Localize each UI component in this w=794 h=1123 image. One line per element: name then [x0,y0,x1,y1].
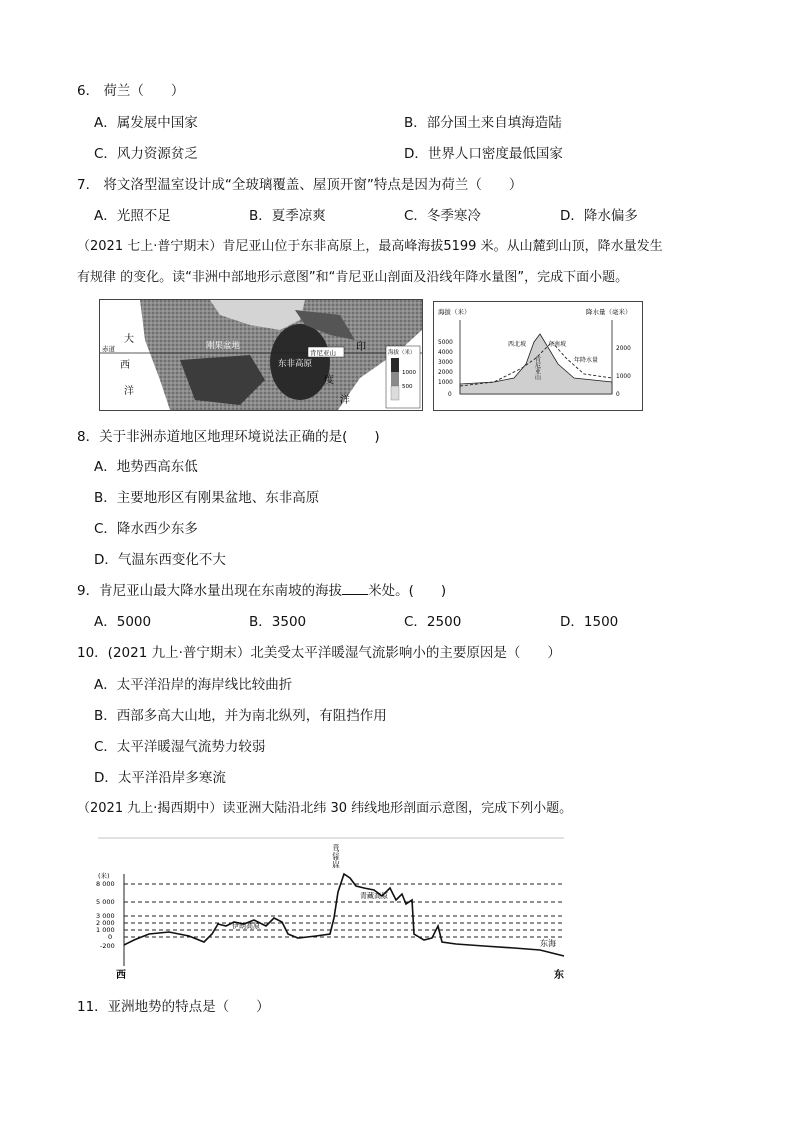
q9-stem-pre: 9．肯尼亚山最大降水量出现在东南坡的海拔 [77,583,343,599]
nw-slope-label: 西北坡 [508,341,527,348]
kenya-mountain-label: 肯尼亚山 [310,349,336,357]
se-slope-label: 东南坡 [548,341,567,348]
east-label: 东 [554,970,564,981]
q7-stem: 7． 将文洛型温室设计成“全玻璃覆盖、屋顶开窗”特点是因为荷兰（ ） [77,177,523,193]
q6-option-a: A．属发展中国家 [94,115,198,131]
rainfall-label: 年降水量 [574,357,599,364]
right-ticks [616,346,631,398]
atlantic-char-3: 洋 [124,386,134,397]
left-axis-title: 海拔（米） [438,308,471,316]
indian-char-1: 印 [356,342,366,353]
tick-5000: 5 000 [96,898,115,906]
legend-500: 500 [402,384,413,390]
q10-option-a: A．太平洋沿岸的海岸线比较曲折 [94,677,293,693]
left-tick-5000: 5000 [438,340,453,346]
q8-option-a: A．地势西高东低 [94,459,198,475]
kenya-profile-chart [433,301,643,411]
asia-profile-figure [94,830,580,986]
q6-option-d: D．世界人口密度最低国家 [404,146,563,162]
left-tick-4000: 4000 [438,350,453,356]
q10-option-c: C．太平洋暖湿气流势力较弱 [94,739,266,755]
indian-char-3: 洋 [340,395,350,406]
right-tick-2000: 2000 [616,346,631,352]
q9-option-c: C．2500 [404,614,462,630]
right-axis-title: 降水量（毫米） [586,308,632,316]
q7-option-a: A．光照不足 [94,208,171,224]
africa-map-svg [100,300,422,410]
q9-stem [77,582,446,600]
q9-option-b: B．3500 [249,614,307,630]
q7-option-d: D．降水偏多 [560,208,638,224]
q9-blank [342,582,368,595]
passage1-line2: 有规律 的变化。读“非洲中部地形示意图”和“肯尼亚山剖面及沿线年降水量图”，完成下面小题。 [77,270,629,285]
tick-2000: 2 000 [96,919,115,927]
asia-terrain-line [124,874,564,956]
left-tick-1000: 1000 [438,380,453,386]
equator-label: 赤道 [102,345,115,353]
legend-swatch-mid [391,372,399,386]
congo-basin-label: 刚果盆地 [206,341,241,351]
legend-swatch-low [391,386,399,400]
q8-option-c: C．降水西少东多 [94,521,198,537]
unit-label: (米) [98,872,110,880]
tick-1000: 1 000 [96,926,115,934]
q9-stem-post: 米处。( ) [368,583,447,599]
legend-1000: 1000 [402,370,416,376]
q6-stem: 6． 荷兰（ ） [77,83,185,99]
kenya-profile-svg [434,302,642,410]
east-africa-plateau-label: 东非高原 [278,359,313,369]
left-tick-3000: 3000 [438,360,453,366]
q10-option-b: B．西部多高大山地，并为南北纵列，有阻挡作用 [94,708,387,724]
q9-option-d: D．1500 [560,614,619,630]
right-tick-1000: 1000 [616,374,631,380]
q8-stem: 8．关于非洲赤道地区地理环境说法正确的是( ) [77,429,380,445]
passage2-line1: （2021 九上·揭西期中）读亚洲大陆沿北纬 30 纬线地形剖面示意图，完成下列小题。 [77,801,573,816]
tick-8000: 8 000 [96,880,115,888]
q6-option-c: C．风力资源贫乏 [94,146,198,162]
east-sea-label: 东海 [540,939,556,948]
level-lines [124,884,564,937]
left-tick-0: 0 [448,392,452,398]
right-tick-0: 0 [616,392,620,398]
asia-profile-svg [94,830,580,986]
q8-option-b: B．主要地形区有刚果盆地、东非高原 [94,490,320,506]
atlantic-char-2: 西 [120,360,130,371]
atlantic-char-1: 大 [124,334,134,345]
left-tick-2000: 2000 [438,370,453,376]
tibet-plateau-label: 青藏高原 [360,892,388,900]
q10-option-d: D．太平洋沿岸多寒流 [94,770,226,786]
q10-stem: 10．(2021 九上·普宁期末）北美受太平洋暖湿气流影响小的主要原因是（ ） [77,645,561,661]
tick-neg200: -200 [100,942,115,950]
q6-option-b: B．部分国土来自填海造陆 [404,115,562,131]
tick-0: 0 [108,933,113,941]
q7-option-c: C．冬季寒冷 [404,208,481,224]
indian-char-2: 度 [324,375,334,386]
legend-swatch-high [391,358,399,372]
passage1-line1: （2021 七上·普宁期末）肯尼亚山位于东非高原上，最高峰海拔5199 米。从山麓到山顶，降水量发生 [77,239,663,254]
iran-plateau-label: 伊朗高原 [232,922,260,930]
legend-title: 海拔（米） [388,350,416,356]
west-label: 西 [116,970,126,981]
q9-option-a: A．5000 [94,614,152,630]
himalaya-label: 喜马拉雅山脉 [331,844,341,889]
left-ticks [438,340,453,398]
y-ticks [96,880,115,950]
kenya-vertical-label: 肯尼亚山 [533,356,541,380]
q7-option-b: B．夏季凉爽 [249,208,326,224]
q11-stem: 11．亚洲地势的特点是（ ） [77,999,270,1015]
africa-terrain-map [99,299,423,411]
q8-option-d: D．气温东西变化不大 [94,552,226,568]
tick-3000: 3 000 [96,912,115,920]
